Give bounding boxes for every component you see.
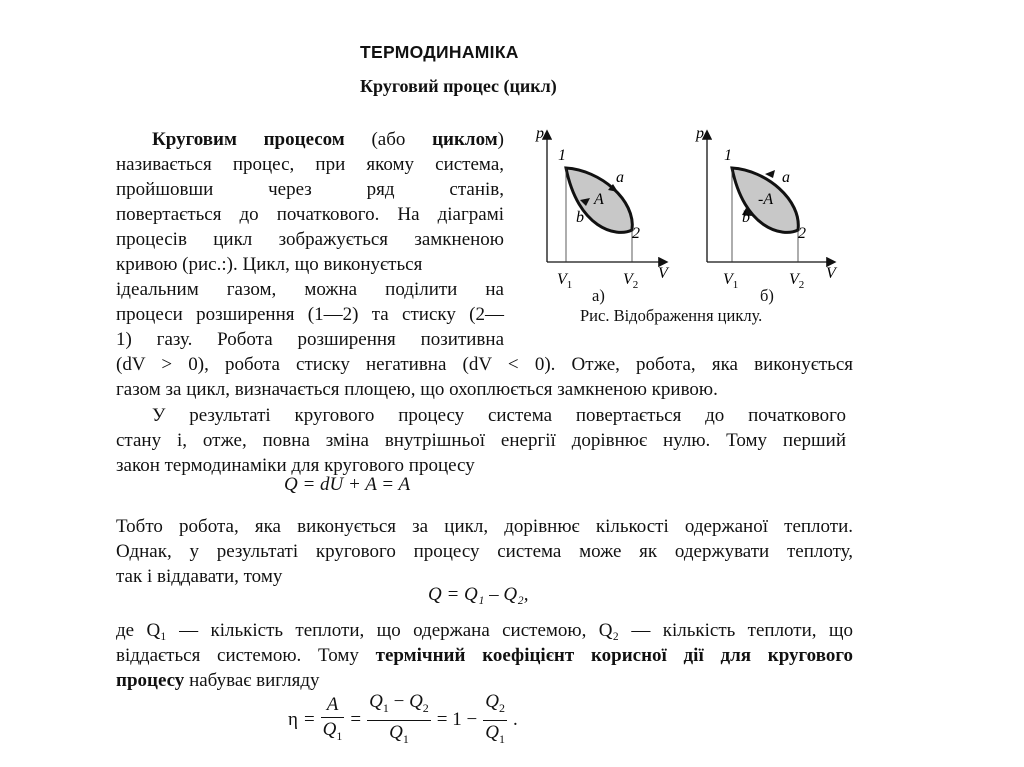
para1-line4: повертається до початкового. На діаграмі [116,204,504,225]
term-process: процесу [116,670,185,691]
equals-sign: = [350,709,362,731]
text-fragment: ) [497,129,504,150]
para1-line1 [152,127,504,152]
minus-sign: − [388,691,410,712]
para4-line1: де Q₁ — кількість теплоти, що одержана системою, Q₂ — кількість теплоти, що [116,620,853,641]
frac-denominator: Q [389,721,403,743]
v2-letter: V [789,271,799,288]
diagram-a-sublabel: а) [592,286,605,305]
axis-label-p: p [536,125,544,142]
para1-line10: (dV > 0), робота стиску негативна (dV < 0). Отже, робота, яка виконується [116,354,853,375]
subscript: 2 [498,700,505,715]
subscript: 2 [422,700,429,715]
text-fragment: набуває вигляду [184,670,320,691]
area-label: A [594,191,604,208]
frac-denominator: Q [485,721,499,743]
term-cycle: циклом [432,129,498,150]
pv-diagram-b [688,120,848,295]
subscript: 1 [402,731,409,746]
v2-subscript: 2 [798,279,805,291]
term-circular-process: Круговим процесом [152,129,345,150]
period: . [512,709,518,731]
v2-tick-label [623,271,638,291]
branch-a-label: a [782,169,790,186]
point-1-label: 1 [724,147,732,164]
formula-first-law: Q = dU + A = A [284,474,411,495]
frac-term: Q [409,691,423,712]
para4-line2 [116,643,853,668]
one-minus: = 1 − [436,709,478,731]
para1-line2: називається процес, при якому система, [116,154,504,175]
v1-letter: V [557,271,567,288]
frac-denominator: Q [322,718,337,740]
para1-line3: пройшовши через ряд станів, [116,179,504,200]
pv-diagram-a [520,120,680,295]
branch-b-label: b [742,209,750,226]
eta-symbol: η [288,709,298,731]
para3-line2: Однак, у результаті кругового процесу система може як одержувати теплоту, [116,541,853,562]
v1-letter: V [723,271,733,288]
axis-label-p: p [696,125,704,142]
para1-line11: газом за цикл, визначається площею, що охоплюється замкненою кривою. [116,379,718,400]
fraction-a-over-q1 [321,693,345,748]
v2-letter: V [623,271,633,288]
frac-numerator: Q [485,691,499,712]
formula-efficiency [288,690,518,751]
v1-tick-label [723,271,738,291]
subscript: 1 [382,700,389,715]
frac-term: Q [369,691,383,712]
formula-heat-balance: Q = Q₁ – Q₂, [428,584,529,605]
text-fragment: віддається системою. Тому [116,645,376,666]
para2-line1: У результаті кругового процесу система повертається до початкового [152,405,846,426]
v1-tick-label [557,271,572,291]
arrow-a [765,170,775,178]
point-2-label: 2 [798,225,806,242]
topic-heading: ТЕРМОДИНАМІКА [360,42,519,62]
frac-numerator: A [326,693,339,715]
v1-subscript: 1 [566,279,573,291]
fraction-q2-over-q1 [483,690,507,751]
branch-b-label: b [576,209,584,226]
para1-line5: процесів цикл зображується замкненою [116,229,504,250]
equals-sign: = [303,709,315,731]
para1-line9: 1) газу. Робота розширення позитивна [116,329,504,350]
point-1-label: 1 [558,147,566,164]
term-efficiency: термічний коефіцієнт корисної дії для кругового [375,645,853,666]
area-label: -A [758,191,774,208]
figure-caption: Рис. Відображення циклу. [580,306,763,325]
para1-line7: ідеальним газом, можна поділити на [116,279,504,300]
v2-tick-label [789,271,804,291]
text-fragment: (або [344,129,433,150]
para3-line3: так і віддавати, тому [116,566,283,587]
para1-line8: процеси розширення (1—2) та стиску (2— [116,304,504,325]
subscript: 1 [498,731,505,746]
diagram-b-sublabel: б) [760,286,774,305]
para1-line6: кривою (рис.:). Цикл, що виконується [116,254,423,275]
page-title: Круговий процес (цикл) [360,76,557,96]
v1-subscript: 1 [732,279,739,291]
para2-line3: закон термодинаміки для кругового процесу [116,455,475,476]
point-2-label: 2 [632,225,640,242]
para3-line1: Тобто робота, яка виконується за цикл, дорівнює кількості одержаної теплоти. [116,516,853,537]
v2-subscript: 2 [632,279,639,291]
fraction-q1-minus-q2-over-q1 [367,690,431,751]
axis-label-v: V [658,265,668,282]
axis-label-v: V [826,265,836,282]
branch-a-label: a [616,169,624,186]
para2-line2: стану і, отже, повна зміна внутрішньої енергії дорівнює нулю. Тому перший [116,430,846,451]
subscript: 1 [336,728,343,743]
